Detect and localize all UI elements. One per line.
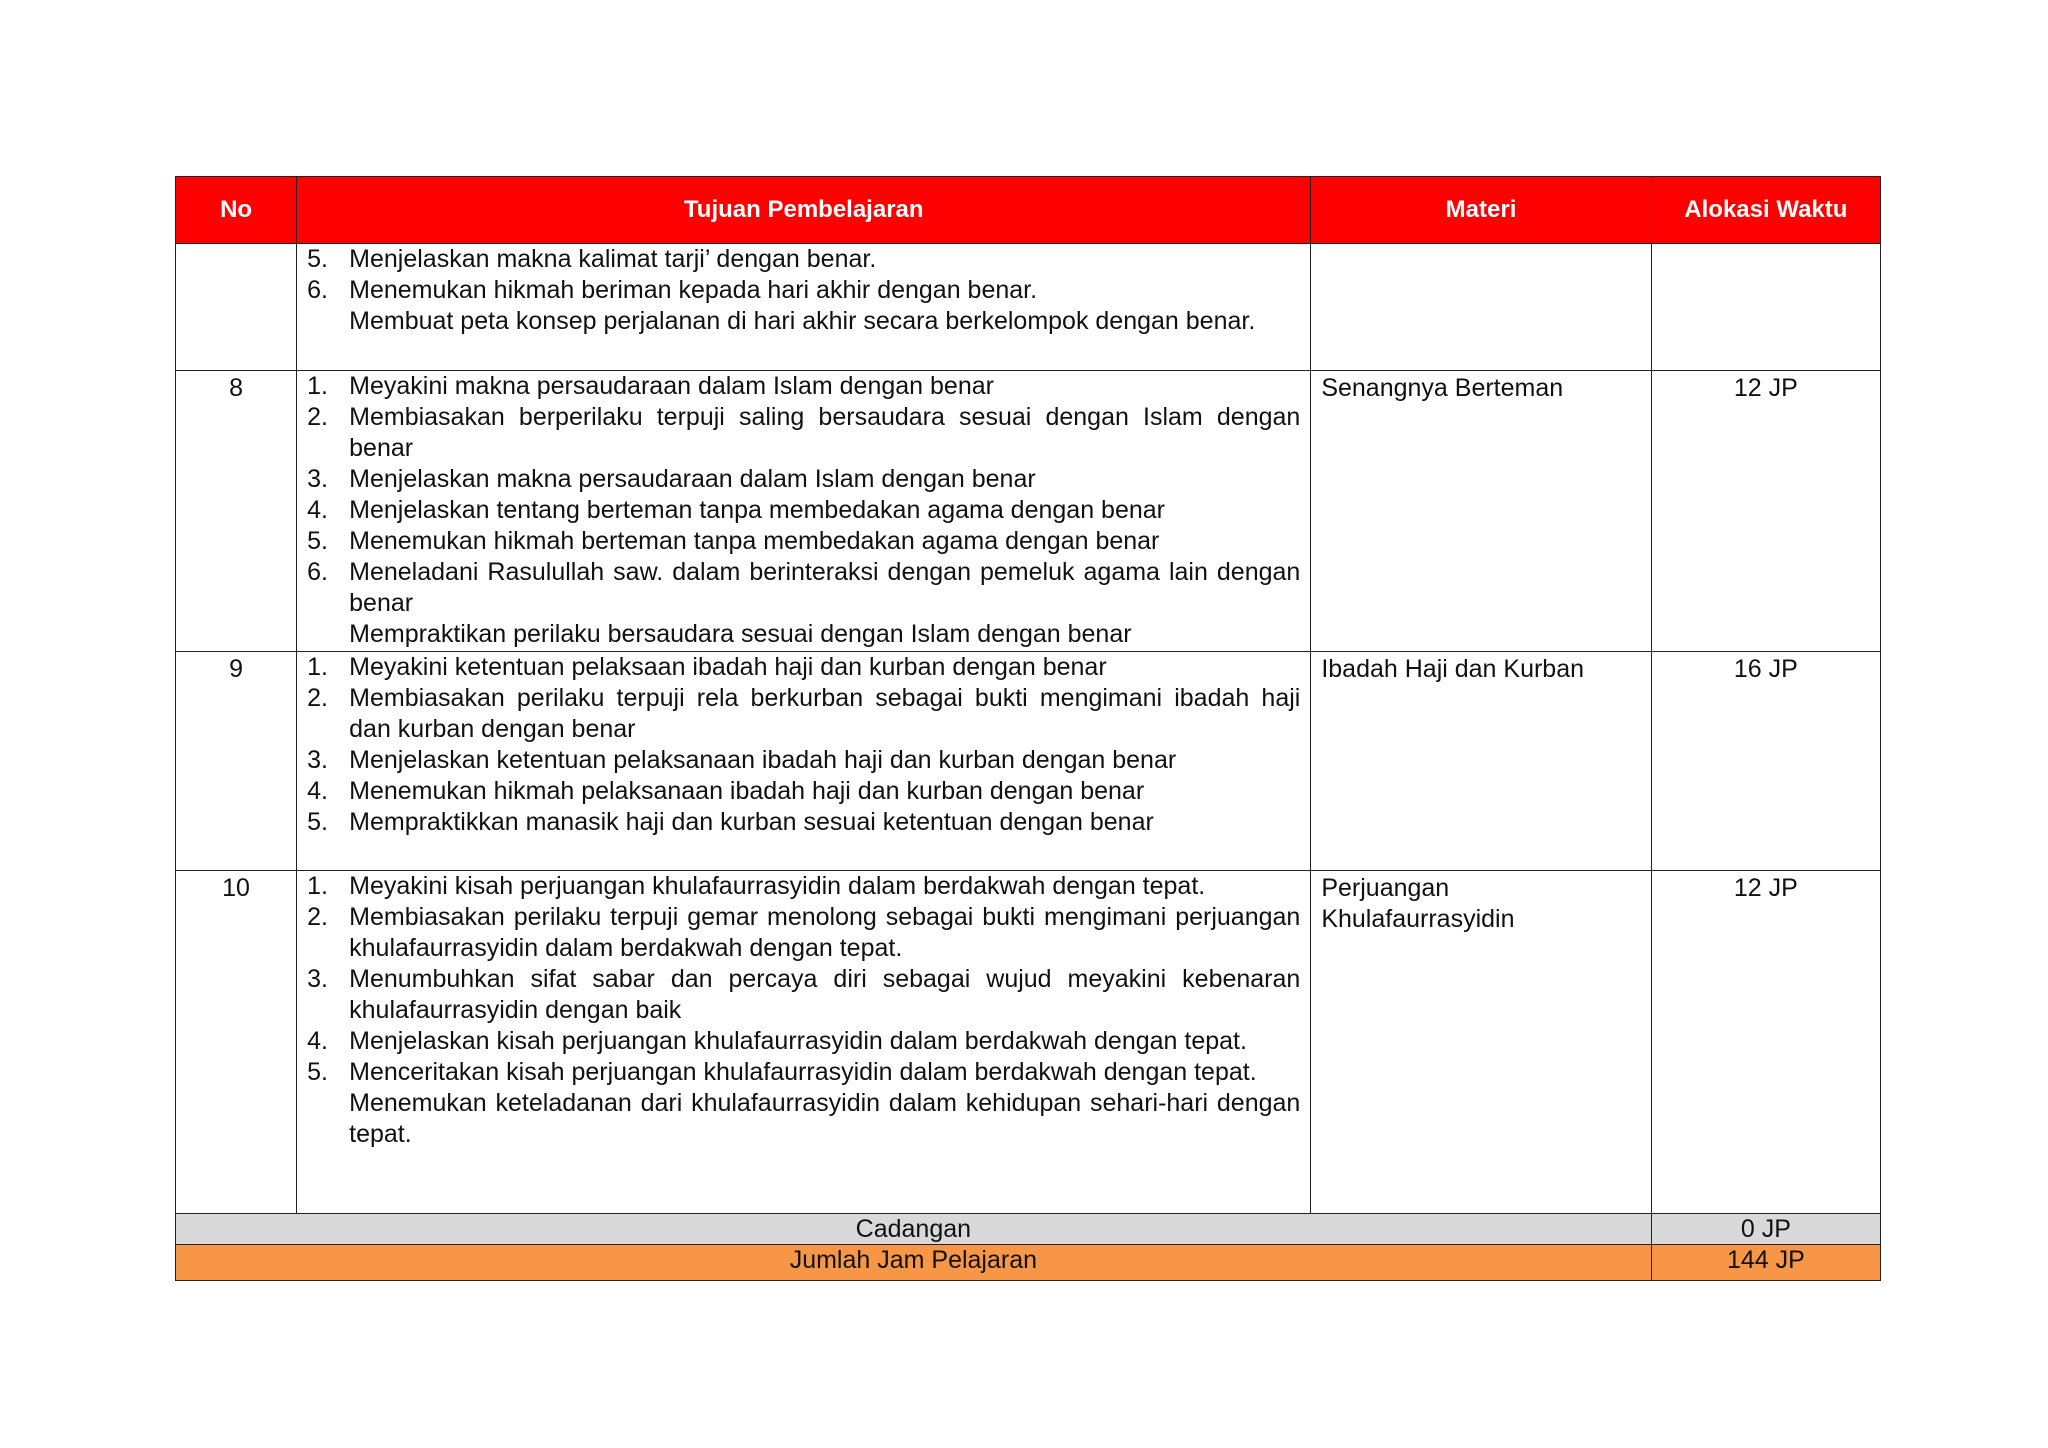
- goal-number: 3.: [307, 465, 328, 493]
- goal-item: [307, 652, 1300, 683]
- goal-item: [307, 1088, 1300, 1150]
- goals-cell: [297, 244, 1311, 371]
- goals-cell: [297, 652, 1311, 871]
- goal-text: Menceritakan kisah perjuangan khulafaurrasyidin dalam berdakwah dengan tepat.: [349, 1058, 1257, 1086]
- goal-number: 6.: [307, 276, 328, 304]
- total-row: [176, 1245, 1881, 1281]
- goal-text: Meyakini ketentuan pelaksaan ibadah haji dan kurban dengan benar: [349, 653, 1107, 681]
- goal-item: [307, 871, 1300, 902]
- goals-cell: [297, 871, 1311, 1214]
- header-goals: Tujuan Pembelajaran: [297, 177, 1311, 244]
- goal-number: 3.: [307, 746, 328, 774]
- goal-item: [307, 306, 1300, 337]
- goal-text: Membuat peta konsep perjalanan di hari akhir secara berkelompok dengan benar.: [349, 307, 1256, 335]
- header-material: Materi: [1311, 177, 1651, 244]
- goal-number: 2.: [307, 903, 328, 931]
- goal-number: 1.: [307, 372, 328, 400]
- time-cell: 12 JP: [1651, 371, 1880, 652]
- goal-number: 2.: [307, 403, 328, 431]
- goal-number: 4.: [307, 1027, 328, 1055]
- goal-text: Membiasakan perilaku terpuji gemar menolong sebagai bukti mengimani perjuangan khulafaurrasyidin dalam berdakwah dengan tepat.: [349, 903, 1301, 962]
- material-cell: Perjuangan Khulafaurrasyidin: [1311, 871, 1651, 1214]
- goal-item: [307, 557, 1300, 619]
- goal-item: [307, 275, 1300, 306]
- goal-item: [307, 526, 1300, 557]
- goal-item: [307, 1026, 1300, 1057]
- goal-item: [307, 964, 1300, 1026]
- goals-cell: [297, 371, 1311, 652]
- goal-item: [307, 902, 1300, 964]
- material-cell: Senangnya Berteman: [1311, 371, 1651, 652]
- goal-text: Menemukan hikmah beriman kepada hari akhir dengan benar.: [349, 276, 1038, 304]
- material-cell: Ibadah Haji dan Kurban: [1311, 652, 1651, 871]
- goal-text: Mempraktikan perilaku bersaudara sesuai dengan Islam dengan benar: [349, 620, 1132, 648]
- time-cell: 16 JP: [1651, 652, 1880, 871]
- goals-list: [297, 244, 1310, 337]
- goals-list: [297, 371, 1310, 650]
- material-cell: [1311, 244, 1651, 371]
- goal-item: [307, 371, 1300, 402]
- goal-item: [307, 495, 1300, 526]
- goal-number: 1.: [307, 872, 328, 900]
- learning-plan-table: [175, 176, 1881, 1281]
- row-number: 10: [176, 871, 297, 1214]
- goal-text: Menemukan hikmah berteman tanpa membedakan agama dengan benar: [349, 527, 1160, 555]
- goal-number: 4.: [307, 496, 328, 524]
- goal-text: Menjelaskan kisah perjuangan khulafaurrasyidin dalam berdakwah dengan tepat.: [349, 1027, 1247, 1055]
- row-number: 9: [176, 652, 297, 871]
- goal-number: 4.: [307, 777, 328, 805]
- goal-text: Meneladani Rasulullah saw. dalam berinteraksi dengan pemeluk agama lain dengan benar: [349, 558, 1301, 617]
- goal-text: Mempraktikkan manasik haji dan kurban sesuai ketentuan dengan benar: [349, 808, 1154, 836]
- goal-text: Menemukan keteladanan dari khulafaurrasyidin dalam kehidupan sehari-hari dengan tepat.: [349, 1089, 1301, 1148]
- goal-number: 3.: [307, 965, 328, 993]
- goal-number: 5.: [307, 808, 328, 836]
- time-cell: [1651, 244, 1880, 371]
- goals-list: [297, 652, 1310, 838]
- reserve-row: [176, 1214, 1881, 1245]
- goal-item: [307, 244, 1300, 275]
- goal-number: 6.: [307, 558, 328, 586]
- total-value: 144 JP: [1651, 1245, 1880, 1281]
- goal-number: 5.: [307, 1058, 328, 1086]
- goal-item: [307, 402, 1300, 464]
- time-cell: 12 JP: [1651, 871, 1880, 1214]
- goal-text: Meyakini makna persaudaraan dalam Islam dengan benar: [349, 372, 994, 400]
- goal-text: Menjelaskan makna persaudaraan dalam Islam dengan benar: [349, 465, 1036, 493]
- goal-text: Menemukan hikmah pelaksanaan ibadah haji dan kurban dengan benar: [349, 777, 1145, 805]
- table-row: [176, 244, 1881, 371]
- header-no: No: [176, 177, 297, 244]
- table-header-row: [176, 177, 1881, 244]
- goal-number: 5.: [307, 527, 328, 555]
- goal-text: Menjelaskan makna kalimat tarji’ dengan benar.: [349, 245, 877, 273]
- total-label: Jumlah Jam Pelajaran: [176, 1245, 1652, 1281]
- goal-item: [307, 619, 1300, 650]
- goals-list: [297, 871, 1310, 1150]
- table-row: [176, 652, 1881, 871]
- reserve-label: Cadangan: [176, 1214, 1652, 1245]
- goal-number: 1.: [307, 653, 328, 681]
- goal-text: Meyakini kisah perjuangan khulafaurrasyidin dalam berdakwah dengan tepat.: [349, 872, 1206, 900]
- header-time: Alokasi Waktu: [1651, 177, 1880, 244]
- reserve-value: 0 JP: [1651, 1214, 1880, 1245]
- goal-text: Menumbuhkan sifat sabar dan percaya diri sebagai wujud meyakini kebenaran khulafaurrasyidin dengan baik: [349, 965, 1301, 1024]
- row-number: 8: [176, 371, 297, 652]
- goal-text: Menjelaskan tentang berteman tanpa membedakan agama dengan benar: [349, 496, 1165, 524]
- goal-number: 5.: [307, 245, 328, 273]
- table-row: [176, 371, 1881, 652]
- row-number: [176, 244, 297, 371]
- goal-item: [307, 807, 1300, 838]
- goal-number: 2.: [307, 684, 328, 712]
- goal-item: [307, 464, 1300, 495]
- goal-text: Membiasakan perilaku terpuji rela berkurban sebagai bukti mengimani ibadah haji dan kurban dengan benar: [349, 684, 1301, 743]
- goal-text: Membiasakan berperilaku terpuji saling bersaudara sesuai dengan Islam dengan benar: [349, 403, 1301, 462]
- goal-item: [307, 683, 1300, 745]
- goal-text: Menjelaskan ketentuan pelaksanaan ibadah haji dan kurban dengan benar: [349, 746, 1177, 774]
- goal-item: [307, 1057, 1300, 1088]
- goal-item: [307, 776, 1300, 807]
- table-row: [176, 871, 1881, 1214]
- goal-item: [307, 745, 1300, 776]
